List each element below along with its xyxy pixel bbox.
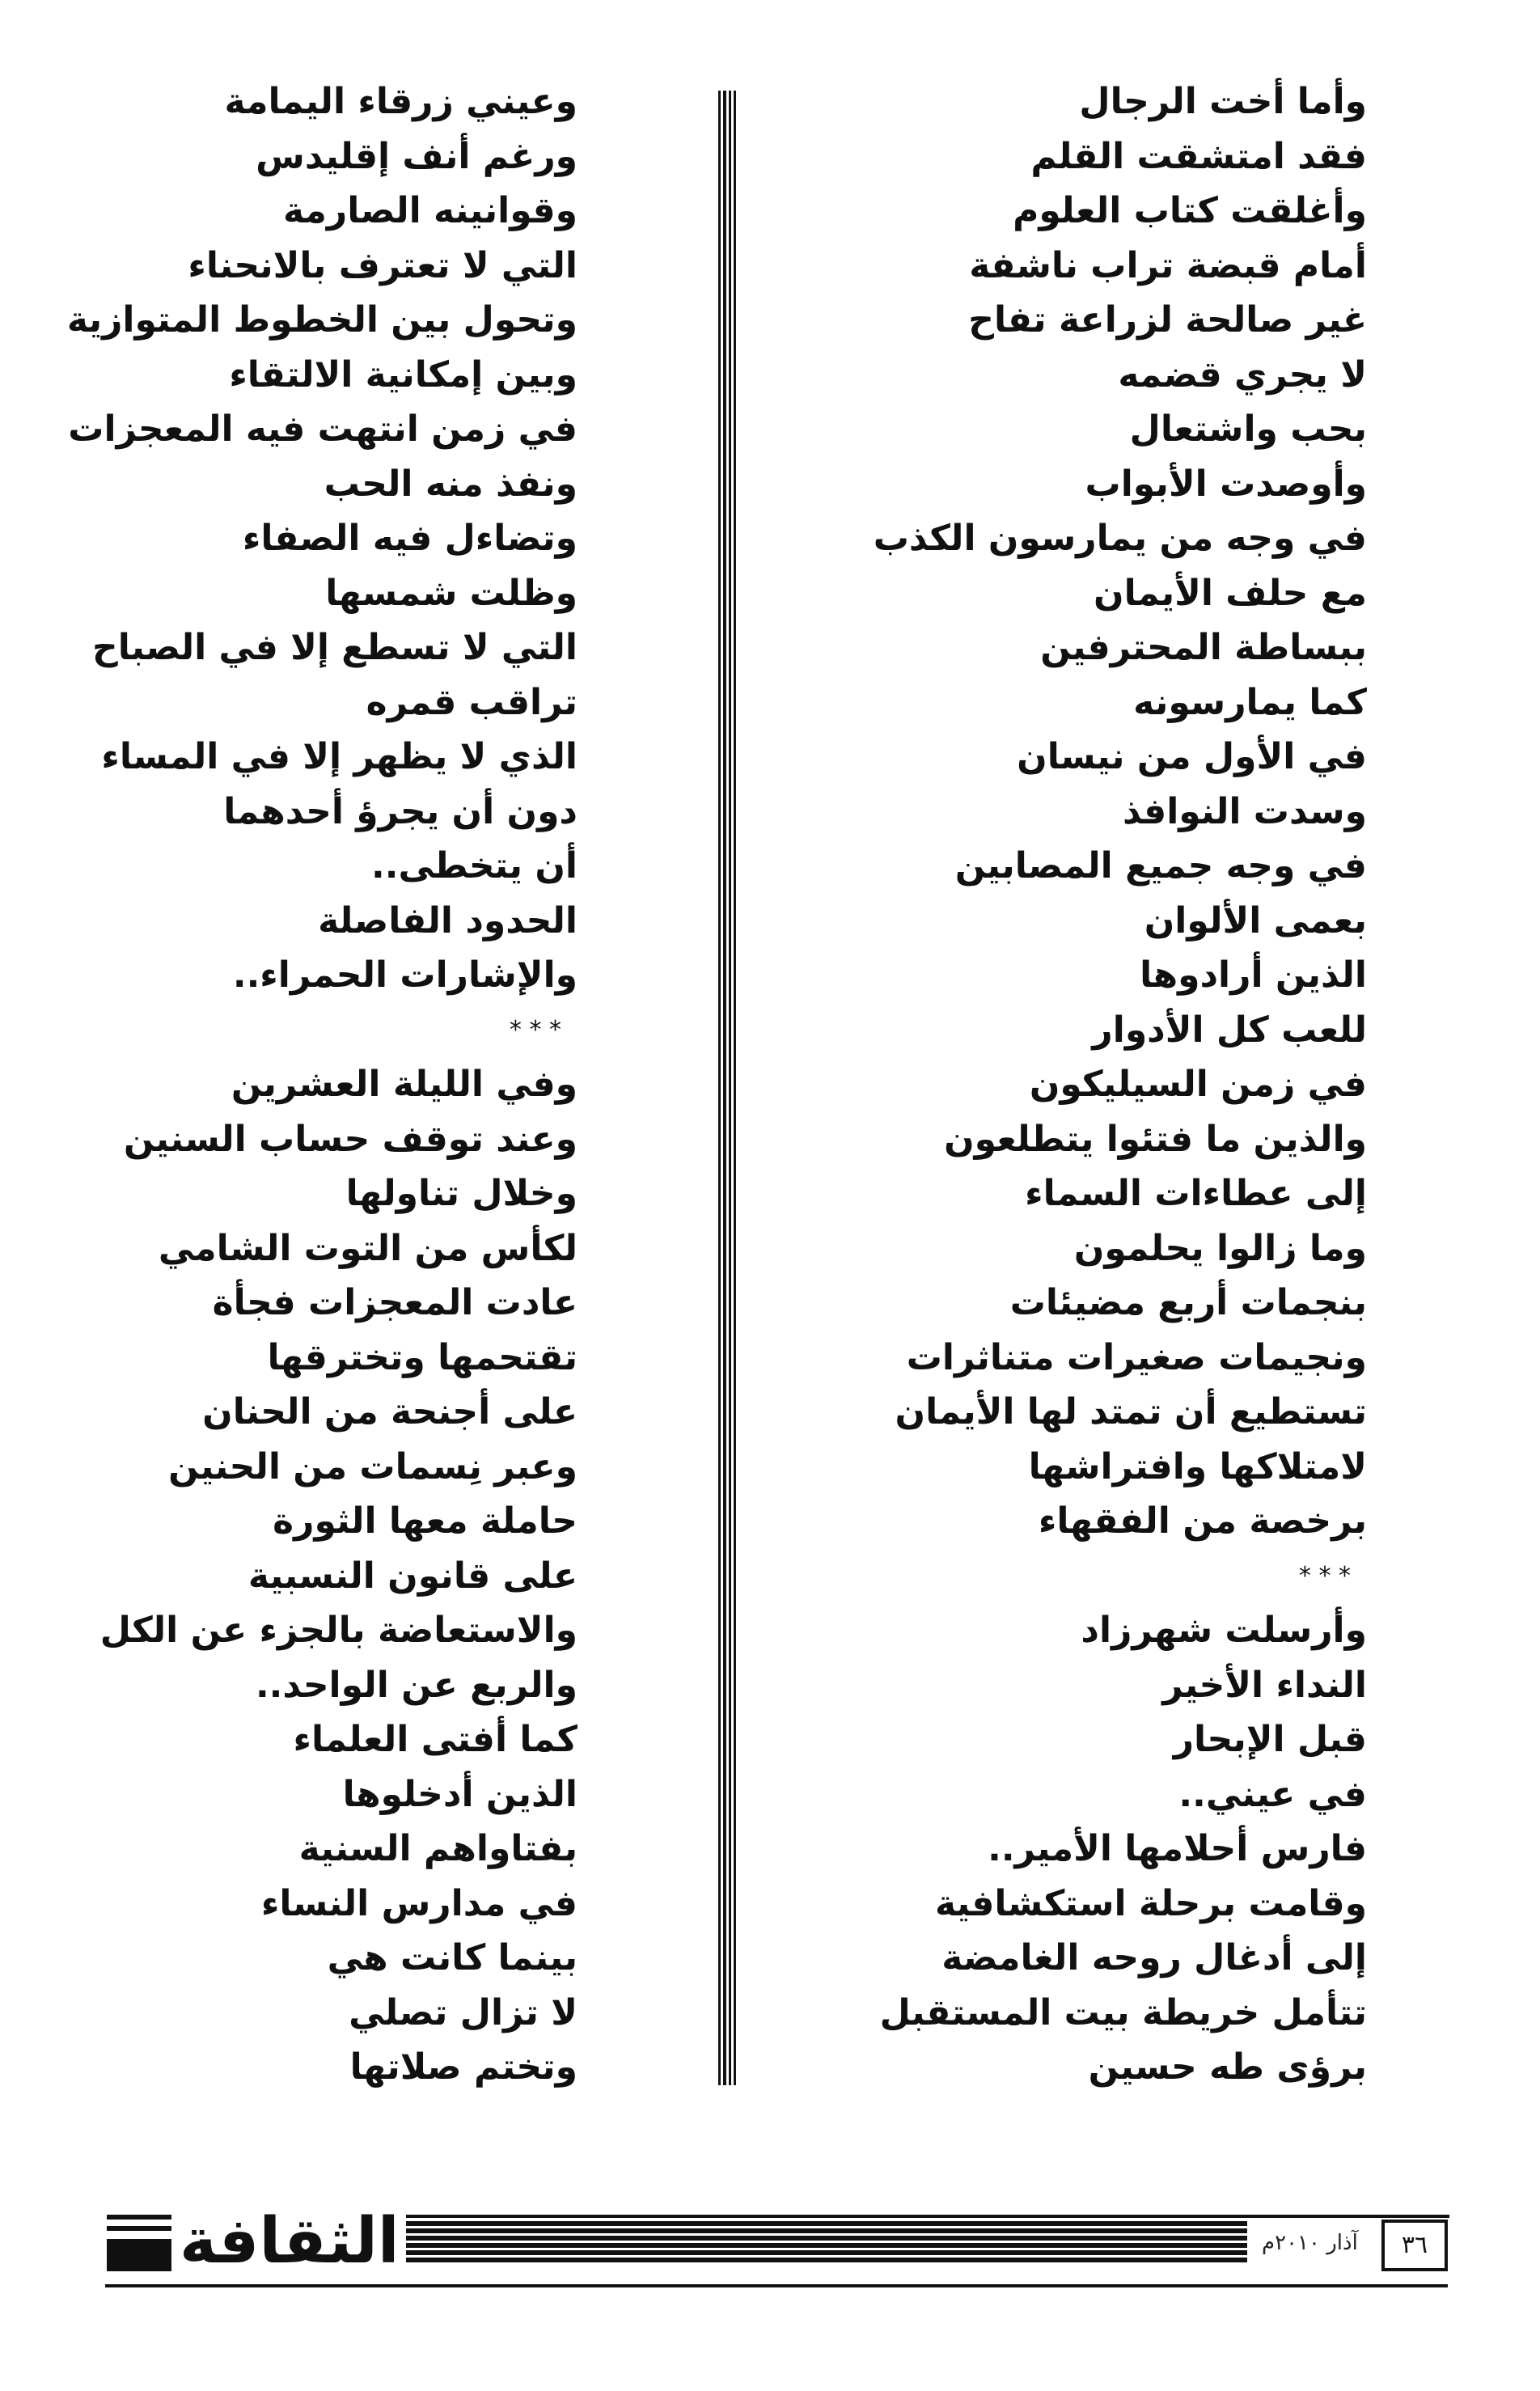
poem-line: ببساطة المحترفين: [1040, 627, 1367, 668]
logo-text: الثقافة: [180, 2205, 400, 2278]
masthead-logo: [107, 2205, 414, 2278]
poem-line: وقامت برحلة استكشافية: [934, 1882, 1367, 1924]
poem-line: للعب كل الأدوار: [1092, 1009, 1367, 1051]
poem-line: الذين أدخلوها: [342, 1773, 578, 1815]
poem-line: وبين إمكانية الالتقاء: [229, 353, 578, 396]
poem-line: في زمن السيليكون: [1029, 1064, 1367, 1105]
poem-line: أن يتخطى..: [371, 845, 578, 887]
poem-line: تراقب قمره: [366, 681, 578, 723]
poem-line: على أجنحة من الحنان: [202, 1391, 578, 1432]
section-separator: * * *: [1298, 1561, 1351, 1590]
poem-line: في الأول من نيسان: [1017, 736, 1367, 777]
poem-line: أمام قبضة تراب ناشفة: [969, 244, 1367, 286]
poem-line: تستطيع أن تمتد لها الأيمان: [895, 1391, 1367, 1432]
poem-line: والاستعاضة بالجزء عن الكل: [99, 1610, 578, 1651]
poem-line: ونجيمات صغيرات متناثرات: [906, 1336, 1367, 1378]
poem-line: وفي الليلة العشرين: [231, 1064, 578, 1105]
poem-line: برؤى طه حسين: [1088, 2046, 1367, 2088]
poem-line: وعبر نِسمات من الحنين: [168, 1445, 578, 1487]
poem-line: وأما أخت الرجال: [1079, 81, 1367, 122]
poem-line: بحب واشتعال: [1129, 408, 1367, 450]
poem-line: وأوصدت الأبواب: [1085, 463, 1367, 505]
poem-line: وأرسلت شهرزاد: [1081, 1610, 1367, 1651]
poem-line: الذي لا يظهر إلا في المساء: [101, 736, 578, 777]
poem-line: وتختم صلاتها: [349, 2046, 578, 2088]
poem-line: بعمى الألوان: [1144, 899, 1367, 942]
poem-line: فقد امتشقت القلم: [1030, 135, 1367, 177]
poem-line: إلى عطاءات السماء: [1025, 1173, 1367, 1214]
poem-line: دون أن يجرؤ أحدهما: [223, 790, 578, 832]
poem-line: بنجمات أربع مضيئات: [1009, 1282, 1367, 1323]
poem-line: وما زالوا يحلمون: [1073, 1227, 1367, 1269]
poem-line: على قانون النسبية: [248, 1555, 578, 1597]
poem-line: كما يمارسونه: [1133, 681, 1367, 723]
section-separator: * * *: [509, 1015, 561, 1044]
poem-line: قبل الإبحار: [1173, 1719, 1367, 1760]
poem-line: في زمن انتهت فيه المعجزات: [68, 408, 578, 450]
poem-line: الحدود الفاصلة: [318, 899, 578, 942]
poem-line: في وجه من يمارسون الكذب: [873, 518, 1367, 559]
poem-line: وعيني زرقاء اليمامة: [224, 81, 578, 122]
poem-line: في وجه جميع المصابين: [954, 845, 1367, 887]
poem-line: وتضاءل فيه الصفاء: [242, 518, 578, 559]
poem-line: بفتاواهم السنية: [298, 1828, 578, 1869]
poem-line: لكأس من التوت الشامي: [158, 1227, 578, 1269]
poem-line: برخصة من الفقهاء: [1038, 1500, 1367, 1542]
footer-bottom-rule: [105, 2284, 1448, 2287]
poem-line: وقوانينه الصارمة: [282, 190, 578, 231]
poem-line: مع حلف الأيمان: [1094, 572, 1367, 614]
poem-line: وأغلقت كتاب العلوم: [1013, 190, 1367, 231]
poem-line: لا يجري قضمه: [1118, 353, 1367, 396]
poem-line: في عيني..: [1178, 1773, 1367, 1815]
page-number: ٣٦: [1381, 2220, 1448, 2271]
poem-line: وعند توقف حساب السنين: [123, 1118, 578, 1160]
poem-line: بينما كانت هي: [327, 1937, 578, 1978]
poem-line: وخلال تناولها: [345, 1173, 578, 1214]
poem-line: لامتلاكها وافتراشها: [1028, 1445, 1367, 1487]
poem-line: كما أفتى العلماء: [293, 1719, 578, 1760]
poem-line: لا تزال تصلي: [349, 1991, 578, 2033]
poem-line: وظلت شمسها: [325, 572, 578, 614]
poem-line: غير صالحة لزراعة تفاح: [968, 299, 1367, 341]
poem-line: والإشارات الحمراء..: [232, 954, 578, 996]
poem-line: النداء الأخير: [1162, 1664, 1367, 1706]
poem-line: حاملة معها الثورة: [273, 1500, 578, 1542]
poem-column-right: [785, 74, 1367, 2095]
poem-line: وسدت النوافذ: [1122, 790, 1367, 832]
footer-top-rule: [406, 2215, 1449, 2218]
poem-line: تقتحمها وتخترقها: [267, 1336, 578, 1378]
poem-line: في مدارس النساء: [260, 1882, 578, 1924]
poem-line: الذين أرادوها: [1140, 954, 1367, 996]
column-divider: [718, 91, 736, 2085]
poem-line: ونفذ منه الحب: [324, 463, 578, 505]
poem-line: تتأمل خريطة بيت المستقبل: [879, 1991, 1367, 2033]
poem-line: والذين ما فتئوا يتطلعون: [944, 1118, 1367, 1160]
poem-line: ورغم أنف إقليدس: [256, 135, 578, 177]
poem-line: والربع عن الواحد..: [255, 1664, 578, 1706]
poem-line: التي لا تسطع إلا في الصباح: [92, 627, 578, 668]
poem-line: فارس أحلامها الأمير..: [988, 1828, 1367, 1869]
page-footer: [105, 2197, 1448, 2294]
footer-thick-rule: [406, 2221, 1247, 2263]
poem-line: عادت المعجزات فجأة: [212, 1282, 578, 1323]
logo-bars-icon: [107, 2215, 171, 2271]
poem-line: وتحول بين الخطوط المتوازية: [66, 299, 578, 341]
issue-date: آذار ٢٠١٠م: [1262, 2231, 1358, 2255]
poem-line: إلى أدغال روحه الغامضة: [941, 1937, 1367, 1978]
poem-line: التي لا تعترف بالانحناء: [188, 244, 578, 286]
poem-column-left: [66, 74, 578, 2095]
